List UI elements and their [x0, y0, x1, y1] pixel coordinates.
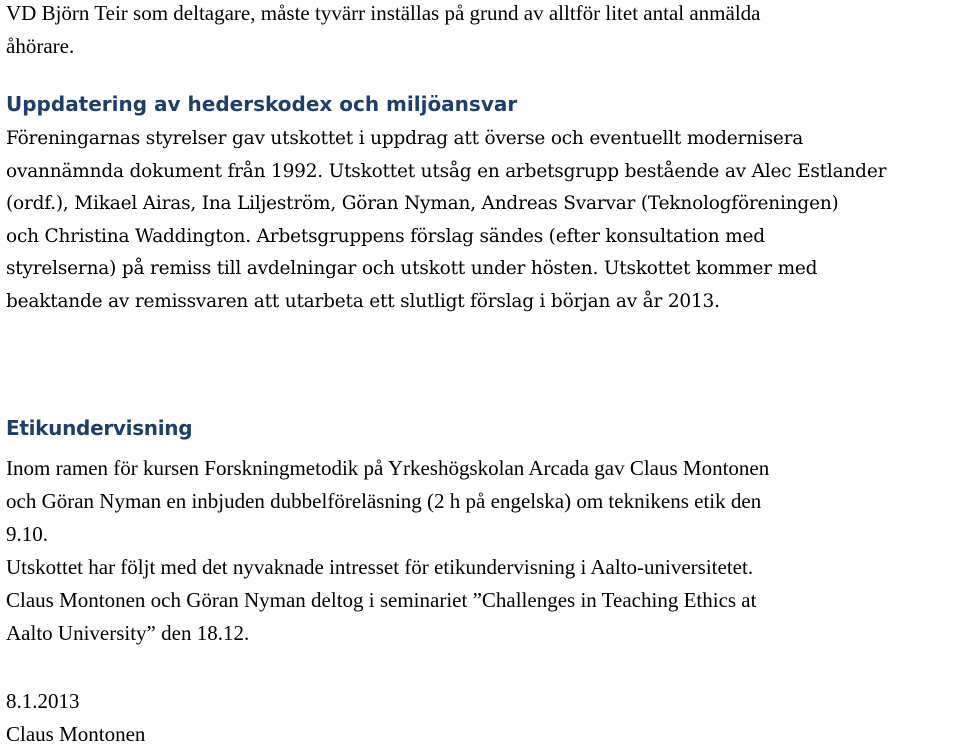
- intro-line-1: VD Björn Teir som deltagare, måste tyvärr inställas på grund av alltför litet antal anmälda: [6, 1, 761, 25]
- body-line: Utskottet har följt med det nyvaknade intresset för etikundervisning i Aalto-universitetet.: [6, 555, 754, 579]
- section-heading-hederskodex: Uppdatering av hederskodex och miljöansvar: [6, 92, 518, 116]
- body-line: Inom ramen för kursen Forskningmetodik på Yrkeshögskolan Arcada gav Claus Montonen: [6, 456, 770, 480]
- body-line: beaktande av remissvaren att utarbeta ett slutligt förslag i början av år 2013.: [6, 290, 720, 312]
- section-body-etikundervisning: [6, 452, 769, 650]
- body-line: Claus Montonen och Göran Nyman deltog i seminariet ”Challenges in Teaching Ethics at: [6, 588, 757, 612]
- intro-paragraph: [6, 0, 761, 63]
- body-line: och Göran Nyman en inbjuden dubbelföreläsning (2 h på engelska) om teknikens etik den: [6, 489, 762, 513]
- body-line: ovannämnda dokument från 1992. Utskottet utsåg en arbetsgrupp bestående av Alec Estlander: [6, 160, 887, 182]
- body-line: styrelserna) på remiss till avdelningar och utskott under hösten. Utskottet kommer med: [6, 258, 818, 279]
- body-line: Föreningarnas styrelser gav utskottet i uppdrag att överse och eventuellt modernisera: [6, 128, 804, 149]
- body-line: Aalto University” den 18.12.: [6, 621, 250, 645]
- body-line: och Christina Waddington. Arbetsgruppens förslag sändes (efter konsultation med: [6, 225, 765, 247]
- signature-date: 8.1.2013: [6, 689, 80, 713]
- section-heading-etikundervisning: Etikundervisning: [6, 416, 193, 440]
- signature-block: [6, 685, 145, 751]
- signature-name: Claus Montonen: [6, 722, 146, 746]
- intro-line-2: åhörare.: [6, 34, 75, 58]
- body-line: 9.10.: [6, 522, 48, 546]
- section-body-hederskodex: [6, 123, 886, 318]
- body-line: (ordf.), Mikael Airas, Ina Liljeström, Göran Nyman, Andreas Svarvar (Teknologföreningen): [6, 193, 839, 214]
